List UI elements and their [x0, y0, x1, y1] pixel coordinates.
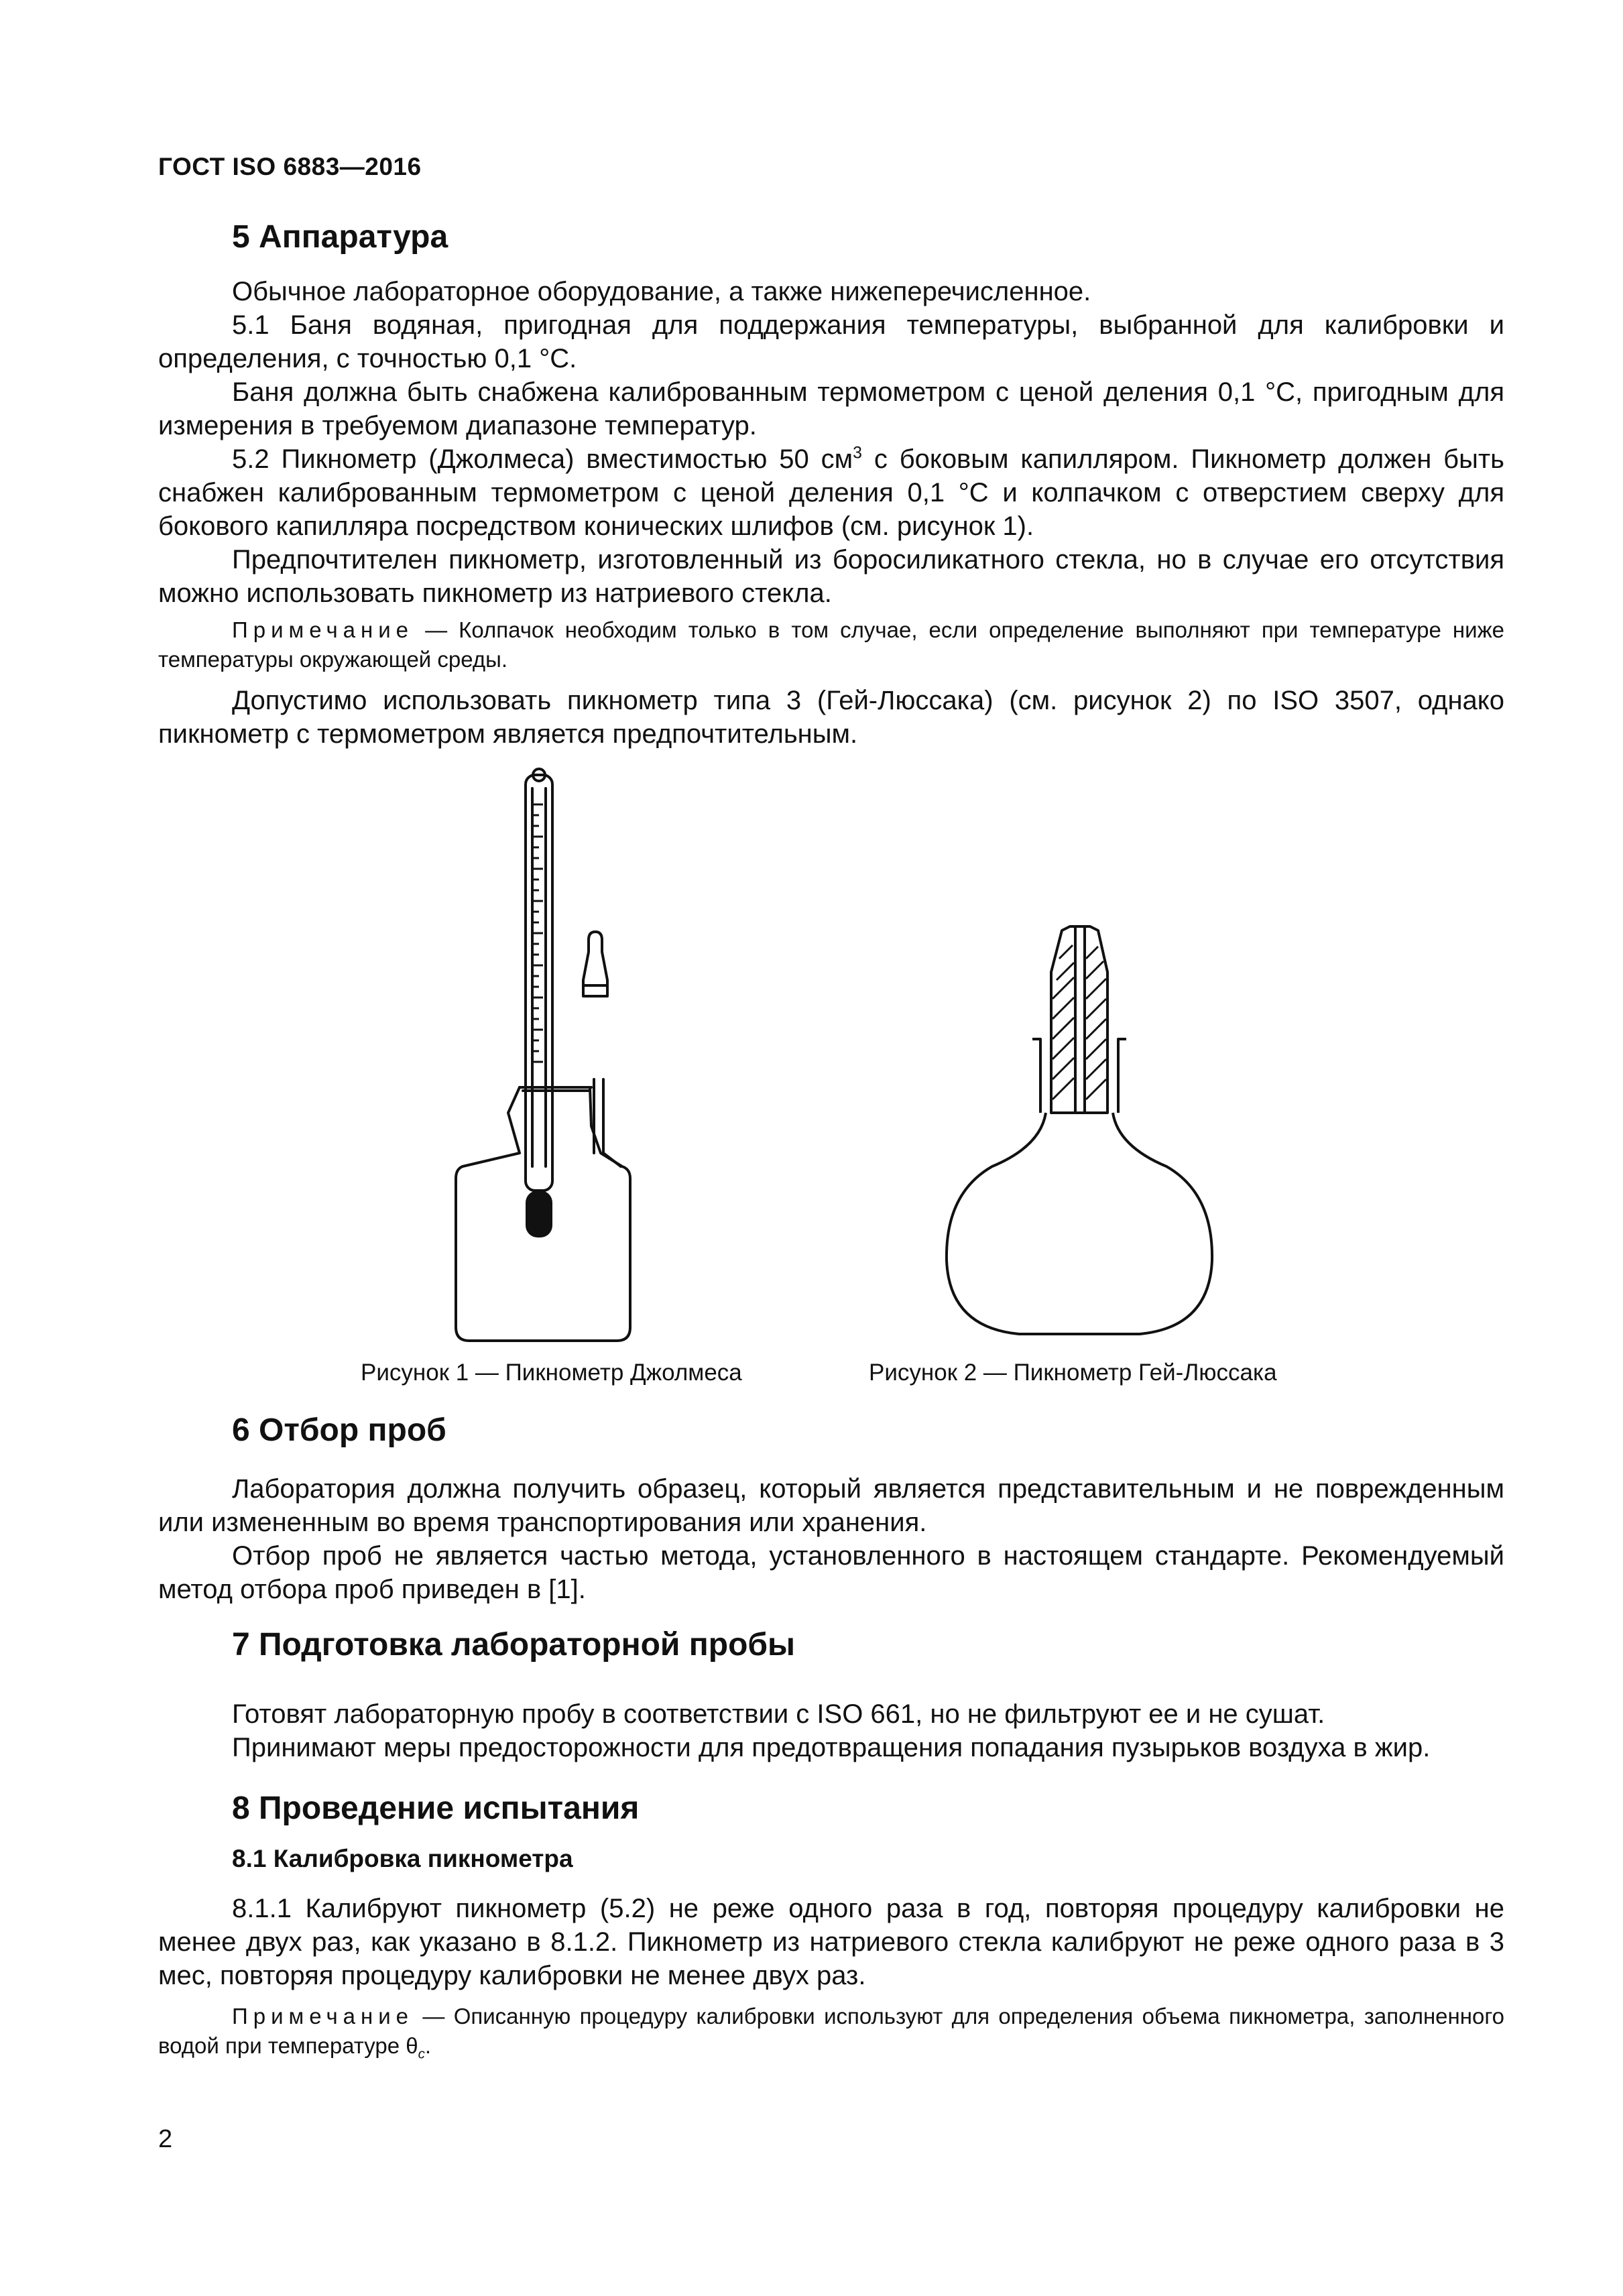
- section-8-1-1-paragraph: 8.1.1 Калибруют пикнометр (5.2) не реже одного раза в год, повторяя процедуру калибровки не менее двух раз, как указано в 8.1.2. Пикнометр из натриевого стекла калибруют не реже одного раза в 3 мес, повторяя процедуру калибровки не менее двух раз.: [158, 1894, 1504, 1990]
- section-5-1-paragraph: 5.1 Баня водяная, пригодная для поддержания температуры, выбранной для калибровки и определения, с точностью 0,1 °С.: [158, 310, 1504, 373]
- section-8-note: Примечание — Описанную процедуру калибровки используют для определения объема пикнометра, заполненного водой при температуре $\theta_c$.: [158, 2004, 1504, 2062]
- section-6-paragraph-1: Лаборатория должна получить образец, который является представительным и не поврежденным или измененным во время транспортирования или хранения.: [158, 1474, 1504, 1537]
- section-5-2-paragraph: 5.2 Пикнометр (Джолмеса) вместимостью 50 $см^3$ с боковым капилляром. Пикнометр должен быть снабжен калиброванным термометром с ценой деления 0,1 °С и колпачком с отверстием сверху для бокового капилляра посредством конических шлифов (см. рисунок 1).: [158, 444, 1504, 541]
- section-7-title: 7 Подготовка лабораторной пробы: [232, 1627, 796, 1663]
- section-7-paragraph-2: Принимают меры предосторожности для предотвращения попадания пузырьков воздуха в жир.: [232, 1733, 1431, 1762]
- section-8-1-title: 8.1 Калибровка пикнометра: [232, 1845, 573, 1872]
- section-5-gay-lussac-paragraph: Допустимо использовать пикнометр типа 3 (Гей-Люссака) (см. рисунок 2) по ISO 3507, однако пикнометр с термометром является предпочтительным.: [158, 686, 1504, 749]
- figure-1-caption: Рисунок 1 — Пикнометр Джолмеса: [361, 1360, 742, 1386]
- section-6-title: 6 Отбор проб: [232, 1412, 446, 1448]
- section-5-title: 5 Аппаратура: [232, 219, 448, 255]
- figure-2-caption: Рисунок 2 — Пикнометр Гей-Люссака: [869, 1360, 1277, 1386]
- section-5-2-glass-paragraph: Предпочтителен пикнометр, изготовленный из боросиликатного стекла, но в случае его отсутствия можно использовать пикнометр из натриевого стекла.: [158, 545, 1504, 608]
- section-5-1-bath-thermometer: Баня должна быть снабжена калиброванным термометром с ценой деления 0,1 °С, пригодным для измерения в требуемом диапазоне температур.: [158, 377, 1504, 440]
- page-number: 2: [158, 2125, 173, 2153]
- section-5-note: Примечание — Колпачок необходим только в том случае, если определение выполняют при температуре ниже температуры окружающей среды.: [158, 617, 1504, 672]
- figure-2-gay-lussac-pycnometer: [939, 925, 1234, 1341]
- section-7-paragraph-1: Готовят лабораторную пробу в соответствии с ISO 661, но не фильтруют ее и не сушат.: [232, 1699, 1325, 1729]
- section-6-paragraph-2: Отбор проб не является частью метода, установленного в настоящем стандарте. Рекомендуемый метод отбора проб приведен в [1].: [158, 1541, 1504, 1604]
- figure-1-jolmes-pycnometer: [442, 764, 657, 1354]
- standard-code-header: ГОСТ ISO 6883—2016: [158, 153, 422, 180]
- section-8-title: 8 Проведение испытания: [232, 1791, 640, 1826]
- section-5-paragraph-1: Обычное лабораторное оборудование, а также нижеперечисленное.: [232, 277, 1091, 306]
